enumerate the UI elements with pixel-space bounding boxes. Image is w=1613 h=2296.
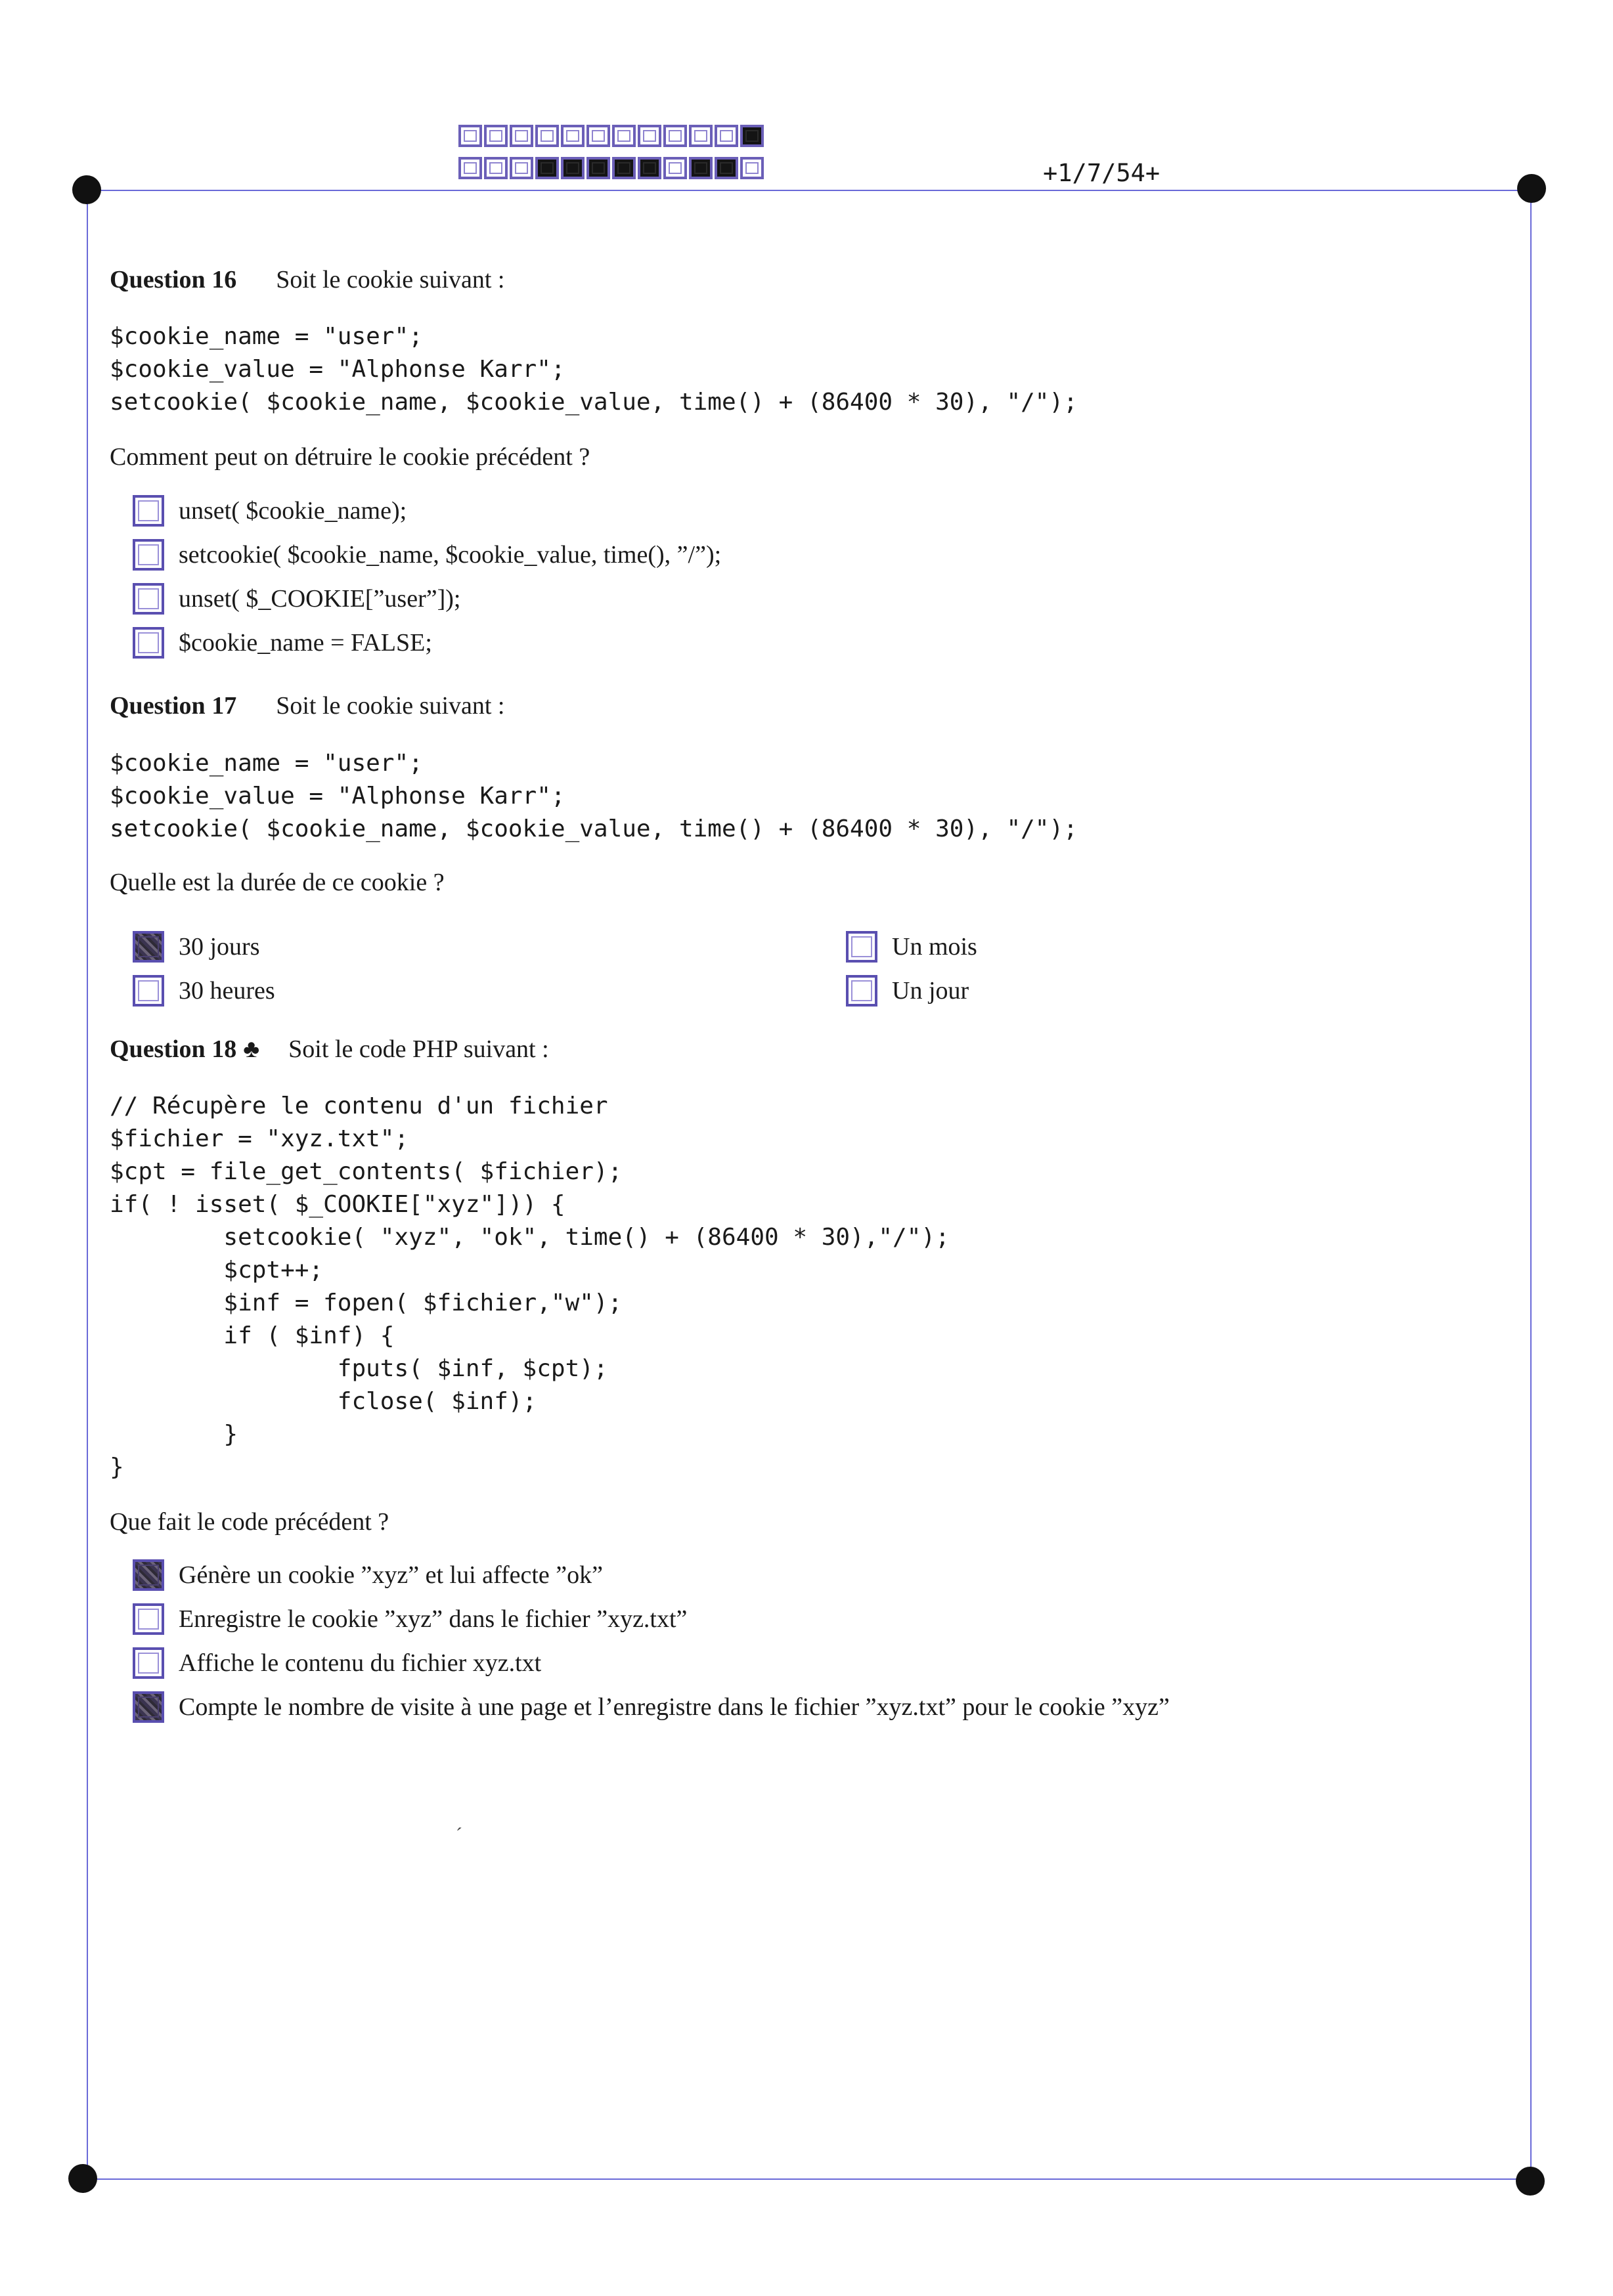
q17-code: $cookie_name = "user"; $cookie_value = "Alphonse Karr"; setcookie( $cookie_name, $cookie_value, time() + (86400 * 30), "/"); [110, 750, 1078, 842]
id-bit-empty [715, 125, 738, 147]
id-bit-empty [484, 157, 508, 179]
q17-intro: Soit le cookie suivant : [276, 692, 505, 720]
q18-option-label: Affiche le contenu du fichier xyz.txt [179, 1649, 542, 1677]
id-bits-row-2 [458, 157, 766, 179]
stray-mark: ´ [456, 1824, 462, 1846]
q16-checkbox[interactable] [133, 627, 164, 659]
frame-top-line [87, 190, 1532, 191]
id-bit-filled [689, 157, 713, 179]
q16-checkbox[interactable] [133, 583, 164, 615]
id-bit-empty [458, 125, 482, 147]
id-bit-empty [663, 125, 687, 147]
id-bit-filled [535, 157, 559, 179]
q18-checkbox[interactable] [133, 1603, 164, 1635]
q17-option-label: 30 heures [179, 977, 275, 1005]
q16-prompt: Comment peut on détruire le cookie précédent ? [110, 443, 590, 471]
q17-option[interactable] [846, 931, 977, 963]
frame-right-line [1530, 190, 1532, 2179]
q16-option-label: unset( $_COOKIE[”user”]); [179, 585, 461, 613]
q18-option[interactable] [133, 1647, 541, 1679]
q16-checkbox[interactable] [133, 539, 164, 571]
q17-prompt: Quelle est la durée de ce cookie ? [110, 869, 445, 896]
q18-checkbox[interactable] [133, 1559, 164, 1591]
q16-option-label: unset( $cookie_name); [179, 497, 407, 525]
q16-option[interactable] [133, 539, 721, 571]
id-bit-empty [689, 125, 713, 147]
q16-option[interactable] [133, 583, 460, 615]
q16-option[interactable] [133, 495, 407, 527]
id-bit-filled [561, 157, 585, 179]
q17-option-label: Un mois [892, 933, 977, 961]
q17-checkbox[interactable] [846, 975, 877, 1007]
q16-heading [110, 265, 505, 294]
q18-checkbox[interactable] [133, 1691, 164, 1723]
corner-mark-bottom-left [68, 2164, 97, 2193]
id-bit-empty [638, 125, 661, 147]
q16-option-label: $cookie_name = FALSE; [179, 629, 432, 657]
club-icon: ♣ [243, 1035, 260, 1063]
q18-option[interactable] [133, 1603, 687, 1635]
q18-option-label: Enregistre le cookie ”xyz” dans le fichier ”xyz.txt” [179, 1605, 688, 1633]
id-bit-empty [535, 125, 559, 147]
id-bit-empty [740, 157, 764, 179]
q17-checkbox[interactable] [133, 975, 164, 1007]
q18-checkbox[interactable] [133, 1647, 164, 1679]
q17-checkbox[interactable] [846, 931, 877, 963]
q17-option[interactable] [133, 975, 275, 1007]
id-bit-empty [510, 157, 533, 179]
q17-heading [110, 691, 505, 720]
q16-checkbox[interactable] [133, 495, 164, 527]
q18-code: // Récupère le contenu d'un fichier $fichier = "xyz.txt"; $cpt = file_get_contents( $fichier); if( ! isset( $_COOKIE["xyz"])) { setcookie( "xyz", "ok", time() + (86400 * 30),"/"); $cpt++; $inf = fopen( $fichier,"w"); if ( $inf) { fputs( $inf, $cpt); fclose( $inf); } } [110, 1093, 950, 1481]
q18-intro: Soit le code PHP suivant : [288, 1035, 549, 1063]
id-bit-empty [586, 125, 610, 147]
id-bit-filled [638, 157, 661, 179]
q18-option[interactable] [133, 1691, 1170, 1723]
id-bit-empty [612, 125, 636, 147]
id-bit-filled [715, 157, 738, 179]
q16-code: $cookie_name = "user"; $cookie_value = "Alphonse Karr"; setcookie( $cookie_name, $cookie_value, time() + (86400 * 30), "/"); [110, 323, 1078, 416]
q16-intro: Soit le cookie suivant : [276, 266, 505, 293]
id-bit-filled [612, 157, 636, 179]
q17-option-label: 30 jours [179, 933, 260, 961]
id-bit-empty [561, 125, 585, 147]
q17-checkbox[interactable] [133, 931, 164, 963]
id-bit-empty [484, 125, 508, 147]
frame-bottom-line [87, 2178, 1532, 2180]
q18-option[interactable] [133, 1559, 603, 1591]
q18-option-label: Compte le nombre de visite à une page et l’enregistre dans le fichier ”xyz.txt” pour le cookie ”xyz” [179, 1693, 1170, 1721]
q16-option-label: setcookie( $cookie_name, $cookie_value, time(), ”/”); [179, 541, 722, 569]
q17-label: Question 17 [110, 692, 237, 720]
q18-heading [110, 1035, 549, 1064]
id-bit-empty [510, 125, 533, 147]
corner-mark-top-right [1517, 174, 1546, 203]
q17-option-label: Un jour [892, 977, 969, 1005]
q16-label: Question 16 [110, 266, 237, 293]
q18-label: Question 18 [110, 1035, 237, 1063]
id-bit-filled [586, 157, 610, 179]
q18-prompt: Que fait le code précédent ? [110, 1508, 389, 1536]
id-bits-row-1 [458, 125, 766, 147]
page-id: +1/7/54+ [1043, 159, 1160, 187]
id-bit-filled [740, 125, 764, 147]
id-bit-empty [458, 157, 482, 179]
q17-option[interactable] [846, 975, 969, 1007]
frame-left-line [87, 190, 88, 2179]
q16-option[interactable] [133, 627, 432, 659]
q18-option-label: Génère un cookie ”xyz” et lui affecte ”ok” [179, 1561, 603, 1589]
corner-mark-top-left [72, 175, 101, 204]
corner-mark-bottom-right [1516, 2167, 1545, 2196]
id-bit-empty [663, 157, 687, 179]
q17-option[interactable] [133, 931, 260, 963]
